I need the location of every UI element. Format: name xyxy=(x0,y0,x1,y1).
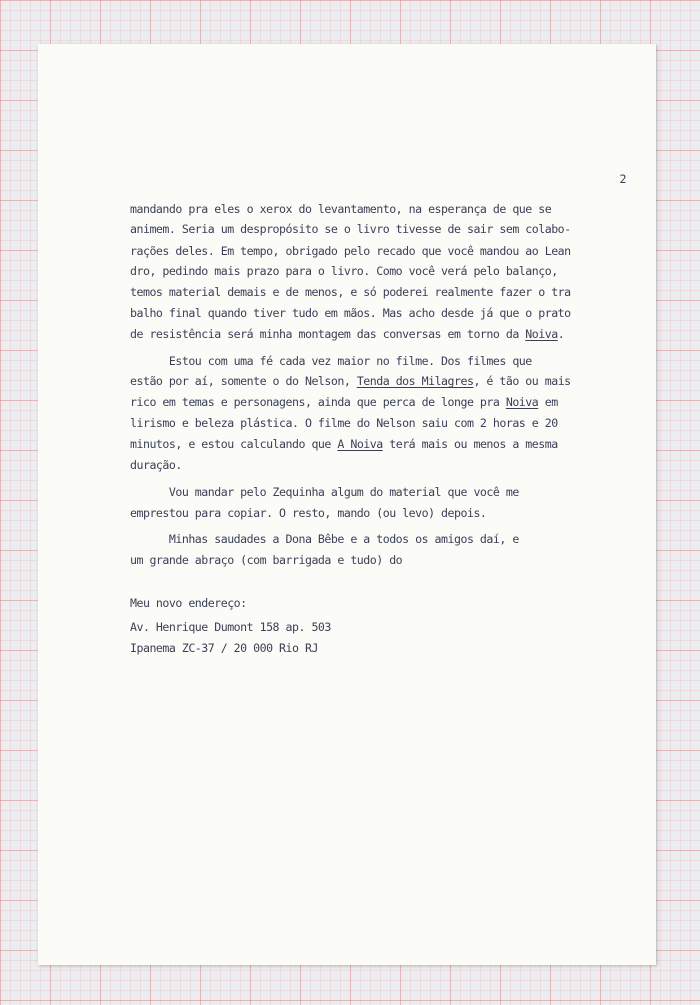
text-run: terá mais ou menos a mesma xyxy=(382,437,558,451)
text-run: rico em temas e personagens, ainda que perca de longe pra xyxy=(130,395,506,409)
letter-line xyxy=(130,285,571,299)
letter-line xyxy=(130,374,571,388)
text-run: temos material demais e de menos, e só poderei realmente fazer o tra xyxy=(130,285,571,299)
text-run: duração. xyxy=(130,458,182,472)
text-run: , é tão ou mais xyxy=(473,374,571,388)
letter-line xyxy=(130,354,532,368)
letter-line xyxy=(130,485,519,499)
text-run: Estou com uma fé cada vez maior no filme. Dos filmes que xyxy=(130,354,532,368)
text-run: rações deles. Em tempo, obrigado pelo recado que você mandou ao Lean xyxy=(130,244,571,258)
letter-page xyxy=(38,44,656,965)
text-run: de resistência será minha montagem das conversas em torno da xyxy=(130,327,526,341)
letter-line xyxy=(130,264,558,278)
text-run: minutos, e estou calculando que xyxy=(130,437,338,451)
letter-line xyxy=(130,416,558,430)
address-line-street: Av. Henrique Dumont 158 ap. 503 xyxy=(130,620,331,634)
text-run: animem. Seria um despropósito se o livro tivesse de sair sem colabo- xyxy=(130,222,571,236)
letter-line xyxy=(130,244,571,258)
text-run: lirismo e beleza plástica. O filme do Nelson saiu com 2 horas e 20 xyxy=(130,416,558,430)
address-line-city: Ipanema ZC-37 / 20 000 Rio RJ xyxy=(130,641,318,655)
text-run: um grande abraço (com barrigada e tudo) do xyxy=(130,553,403,567)
text-run: em xyxy=(538,395,558,409)
text-run: estão por aí, somente o do Nelson, xyxy=(130,374,357,388)
text-run: balho final quando tiver tudo em mãos. Mas acho desde já que o prato xyxy=(130,306,571,320)
text-run: Vou mandar pelo Zequinha algum do material que você me xyxy=(130,485,519,499)
underlined-title: Noiva xyxy=(505,395,539,409)
letter-line xyxy=(130,532,519,546)
letter-line xyxy=(130,202,551,216)
letter-line xyxy=(130,506,486,520)
letter-line xyxy=(130,395,558,409)
underlined-title: A Noiva xyxy=(337,437,383,451)
text-run: . xyxy=(557,327,565,341)
letter-line xyxy=(130,222,571,236)
page-number: 2 xyxy=(619,172,626,186)
text-run: dro, pedindo mais prazo para o livro. Como você verá pelo balanço, xyxy=(130,264,558,278)
text-run: Minhas saudades a Dona Bêbe e a todos os amigos daí, e xyxy=(130,532,519,546)
letter-line xyxy=(130,553,402,567)
underlined-title: Tenda dos Milagres xyxy=(356,374,474,388)
letter-line xyxy=(130,327,564,341)
letter-line xyxy=(130,306,571,320)
letter-line xyxy=(130,458,182,472)
underlined-title: Noiva xyxy=(525,327,558,341)
letter-line xyxy=(130,437,558,451)
text-run: emprestou para copiar. O resto, mando (ou levo) depois. xyxy=(130,506,487,520)
text-run: mandando pra eles o xerox do levantamento, na esperança de que se xyxy=(130,202,552,216)
address-label: Meu novo endereço: xyxy=(130,596,247,610)
